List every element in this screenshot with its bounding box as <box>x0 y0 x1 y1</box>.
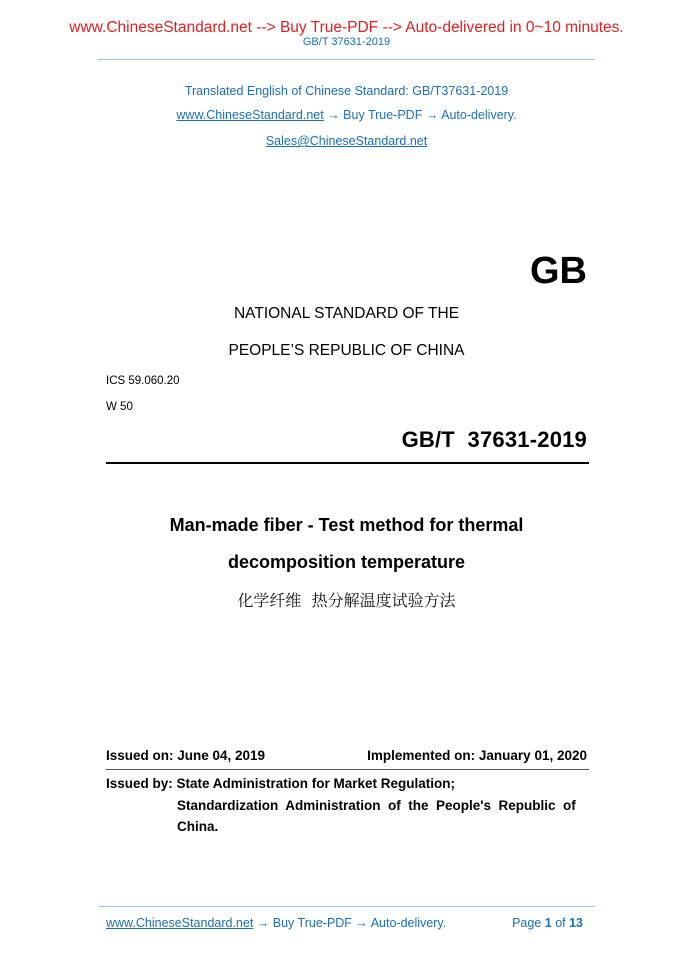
title-chinese: 化学纤维 热分解温度试验方法 <box>237 591 456 610</box>
standard-number: GB/T 37631-2019 <box>401 427 587 452</box>
site-suffix: → Buy True-PDF → Auto-delivery. <box>327 108 517 122</box>
issued-by-line3: China. <box>177 819 219 834</box>
page-indicator <box>512 916 583 930</box>
page-total: 13 <box>569 916 583 930</box>
sales-email-link[interactable]: Sales@ChineseStandard.net <box>265 134 428 148</box>
issued-by: Issued by: State Administration for Market Regulation; <box>106 776 456 791</box>
site-link[interactable]: www.ChineseStandard.net <box>176 108 324 122</box>
page-of: of <box>551 916 570 930</box>
gb-mark: GB <box>530 250 587 292</box>
page-prefix: Page <box>512 916 545 930</box>
footer-site-link[interactable]: www.ChineseStandard.net <box>106 916 254 930</box>
national-standard-line1: NATIONAL STANDARD OF THE <box>233 305 460 322</box>
translation-note: Translated English of Chinese Standard: GB/T37631-2019 <box>184 84 509 98</box>
translation-links <box>0 108 693 122</box>
issued-by-line2: Standardization Administration of the People's Republic of <box>177 798 576 813</box>
title-line1: Man-made fiber - Test method for thermal <box>169 515 524 535</box>
national-standard-line2: PEOPLE’S REPUBLIC OF CHINA <box>228 342 465 359</box>
page-current: 1 <box>544 916 552 930</box>
issued-on: Issued on: June 04, 2019 <box>106 748 266 763</box>
running-header: GB/T 37631-2019 <box>302 36 391 48</box>
ccs-code: W 50 <box>106 401 133 413</box>
implemented-on: Implemented on: January 01, 2020 <box>367 748 587 763</box>
footer-divider <box>98 906 595 907</box>
title-divider <box>106 462 589 464</box>
footer-suffix: → Buy True-PDF → Auto-delivery. <box>253 916 447 930</box>
header-divider <box>98 59 595 60</box>
ics-code: ICS 59.060.20 <box>106 375 180 387</box>
dates-divider <box>106 769 589 770</box>
footer-links <box>106 916 446 930</box>
promo-banner[interactable]: www.ChineseStandard.net --> Buy True-PDF --> Auto-delivered in 0~10 minutes. <box>69 19 624 36</box>
title-line2: decomposition temperature <box>227 552 466 572</box>
email-line <box>0 134 693 148</box>
